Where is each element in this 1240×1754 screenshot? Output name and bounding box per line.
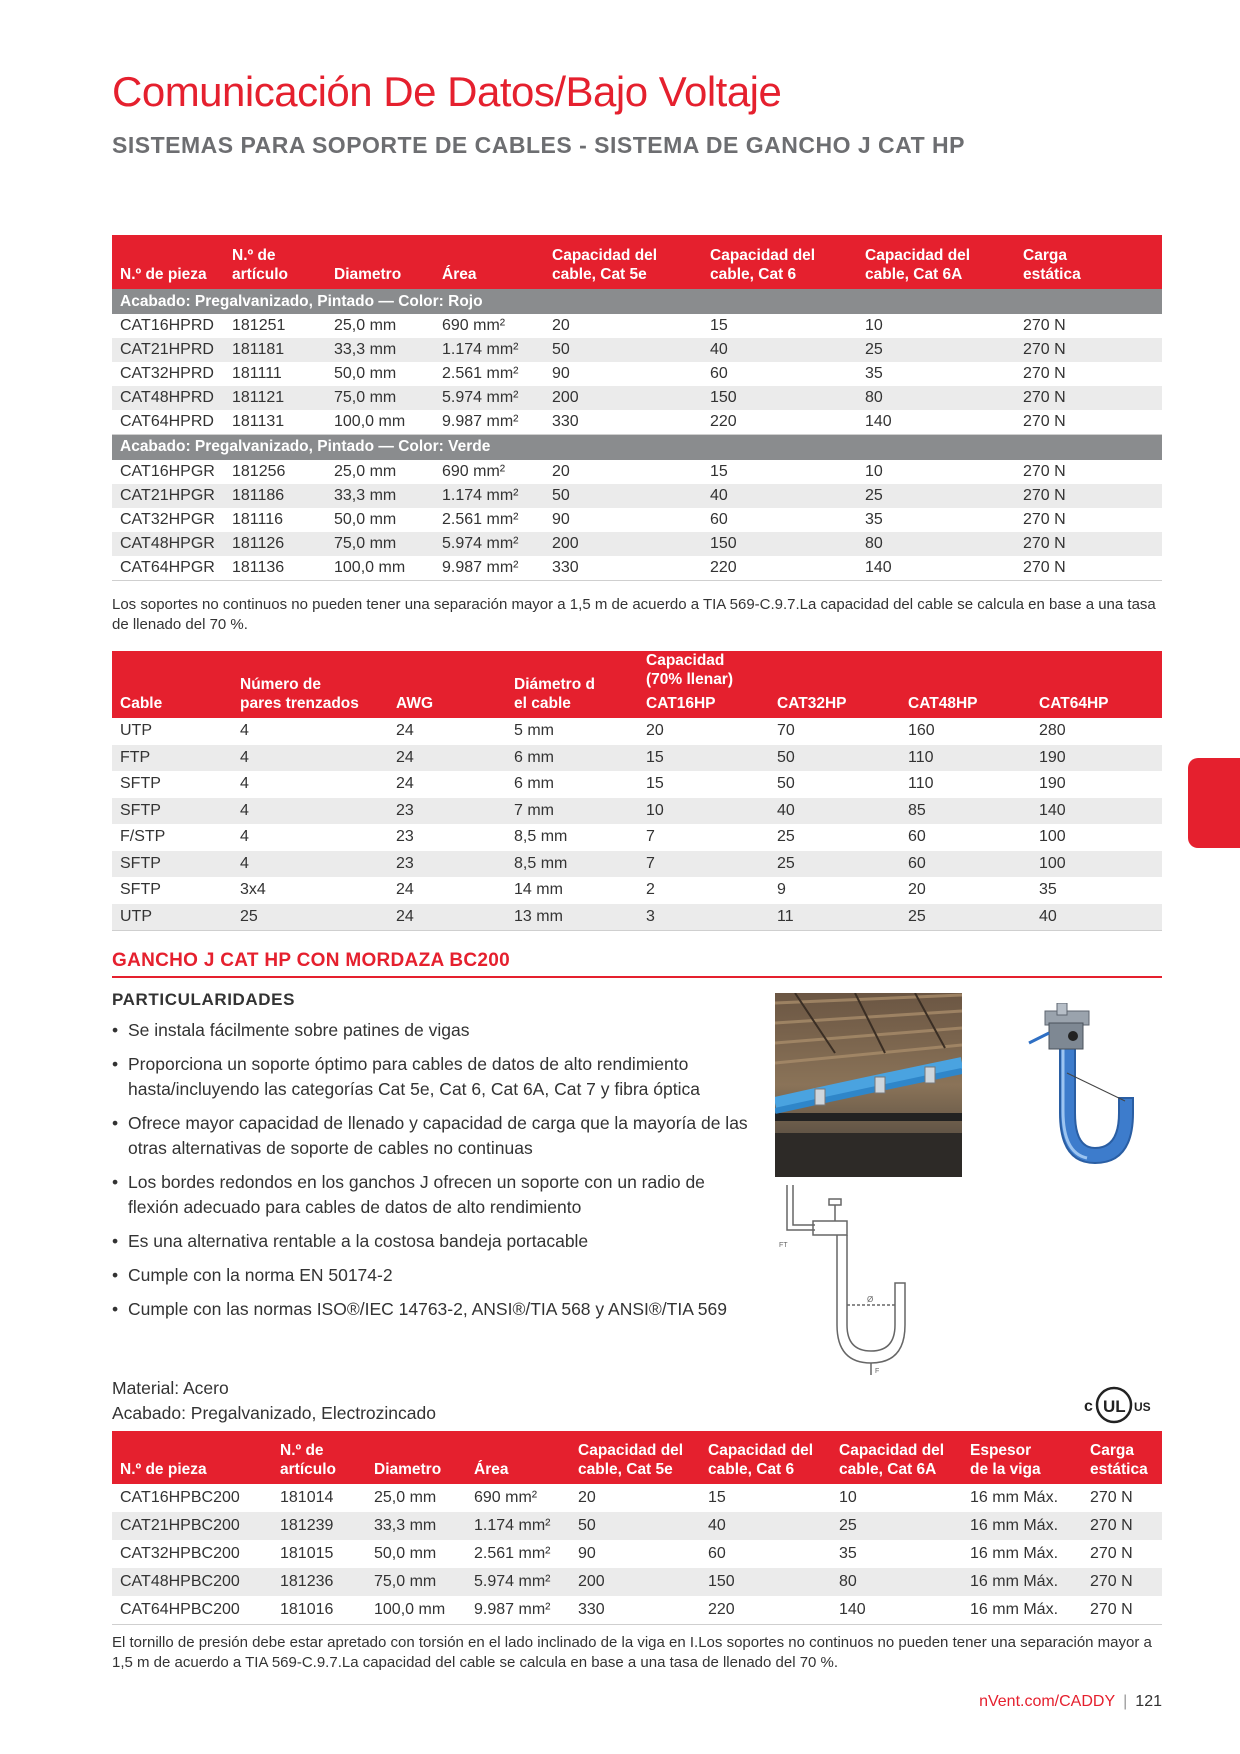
table-cell: UTP [112,904,232,931]
table-cell: 140 [857,410,1015,435]
table-cell: SFTP [112,851,232,878]
drawing-label-diameter: Ø [867,1295,874,1304]
svg-text:US: US [1134,1400,1151,1414]
table-row [112,877,1162,904]
cable-capacity-table [112,651,1162,931]
table-cell: FTP [112,745,232,772]
column-header: Diametro [366,1431,466,1484]
table-cell: CAT64HPGR [112,556,224,581]
product-table-painted [112,235,1162,581]
table-cell: 270 N [1082,1596,1162,1625]
table-cell: 60 [710,365,728,382]
table-cell: 80 [857,386,1015,410]
bullet-icon: • [112,1054,119,1074]
table-cell: 15 [708,1489,726,1506]
table-cell: 220 [702,556,857,581]
table-cell: 6 mm [506,745,638,772]
table-cell: 16 mm Máx. [970,1545,1059,1562]
table-cell: 50 [544,338,702,362]
table-cell: 20 [908,881,926,898]
table-cell: 200 [544,386,702,410]
column-header: Diámetro d el cable [506,651,638,718]
table-cell: CAT32HPRD [120,365,214,382]
table-row [112,460,1162,484]
feature-item: • Cumple con la norma EN 50174-2 [112,1263,752,1288]
page-number: 121 [1135,1693,1162,1710]
table-cell: 11 [769,904,900,931]
bullet-icon: • [112,1265,119,1285]
drawing-label-f: F [875,1368,880,1375]
table-cell: 24 [396,722,414,739]
table-cell: CAT48HPRD [112,386,224,410]
table-cell: 50 [544,484,702,508]
column-header: Capacidad del cable, Cat 6 [702,235,857,289]
table-row [112,718,1162,745]
table-row [112,1512,1162,1540]
table-cell: 15 [638,745,769,772]
table-cell: 181131 [224,410,326,435]
table-cell: 4 [232,851,388,878]
table-cell: 60 [710,510,728,528]
table-cell: 190 [1031,745,1162,772]
table-cell: 24 [396,775,414,792]
section-label: Acabado: Pregalvanizado, Pintado — Color: Verde [112,435,1162,460]
table-cell: 181126 [224,532,326,556]
table-cell: CAT64HPBC200 [112,1596,272,1625]
table-cell: 90 [552,510,570,528]
table-cell: 50 [570,1512,700,1540]
bullet-icon: • [112,1172,119,1192]
table-cell: 8,5 mm [506,851,638,878]
table-cell: 23 [396,828,414,845]
table-cell: 110 [908,775,934,792]
section-label: Acabado: Pregalvanizado, Pintado — Color: Rojo [112,289,1162,314]
table-cell: 100,0 mm [366,1596,466,1625]
table-cell: 330 [570,1596,700,1625]
table-row [112,314,1162,338]
table-cell: 85 [900,798,1031,825]
table-row [112,532,1162,556]
table-cell: 181136 [224,556,326,581]
table-cell: CAT16HPRD [120,317,214,334]
product-table-bc200 [112,1431,1162,1625]
table-cell: 270 N [1015,484,1162,508]
table-cell: 270 N [1015,556,1162,581]
table-cell: CAT21HPBC200 [112,1512,272,1540]
table-cell: 24 [388,745,506,772]
table-row [112,824,1162,851]
column-header: Carga estática [1082,1431,1162,1484]
table-cell: 4 [232,798,388,825]
table-cell: 190 [1039,775,1066,792]
table-cell: 35 [865,365,883,382]
table-row [112,484,1162,508]
table-cell: 25 [777,828,795,845]
table-cell: 5.974 mm² [466,1568,570,1596]
features-heading: PARTICULARIDADES [112,990,296,1009]
table-row [112,386,1162,410]
j-hook-product-image [1015,1003,1135,1173]
page-subtitle: SISTEMAS PARA SOPORTE DE CABLES - SISTEMA DE GANCHO J CAT HP [112,132,965,158]
installation-photo [775,993,962,1177]
table-cell: 4 [240,775,249,792]
table-note: Los soportes no continuos no pueden tener una separación mayor a 1,5 m de acuerdo a TIA 569-C.9.7.La capacidad del cable se calcula en base a una tasa de llenado del 70 %. [112,596,1156,633]
table-cell: 270 N [1023,317,1066,334]
table-cell: 75,0 mm [326,532,434,556]
column-header: Área [434,235,544,289]
table-cell: CAT21HPGR [112,484,224,508]
table-cell: 20 [578,1489,596,1506]
table-row [112,1596,1162,1625]
page-title: Comunicación De Datos/Bajo Voltaje [112,68,782,115]
table-cell: 270 N [1082,1512,1162,1540]
table-cell: 60 [900,851,1031,878]
table-cell: 23 [388,851,506,878]
table-cell: 100,0 mm [326,556,434,581]
table-cell: 270 N [1015,410,1162,435]
table-cell: 24 [388,904,506,931]
feature-item: • Se instala fácilmente sobre patines de vigas [112,1018,752,1043]
table-cell: 690 mm² [442,462,506,480]
table-cell: 35 [865,510,883,528]
table-cell: 25 [232,904,388,931]
table-cell: CAT48HPBC200 [112,1568,272,1596]
table-cell: 50,0 mm [334,510,397,528]
table-cell: 690 mm² [474,1489,538,1506]
table-cell: CAT48HPGR [112,532,224,556]
table-cell: 270 N [1023,510,1066,528]
table-cell: 15 [646,775,664,792]
section-row [112,289,1162,314]
material-info [112,1376,436,1426]
capacity-group-label: Capacidad (70% llenar) [646,652,734,688]
table-cell: 16 mm Máx. [962,1568,1082,1596]
table-cell: 181121 [224,386,326,410]
table-cell: 60 [908,828,926,845]
table-cell: 80 [857,532,1015,556]
table-cell: 181014 [280,1489,334,1506]
table-cell: 270 N [1023,462,1066,480]
bullet-icon: • [112,1020,119,1040]
table-cell: 7 mm [506,798,638,825]
table-cell: 140 [1031,798,1162,825]
column-header: Capacidad del cable, Cat 5e [570,1431,700,1484]
column-header: Diametro [326,235,434,289]
table-cell: 270 N [1023,365,1066,382]
table-cell: 9.987 mm² [466,1596,570,1625]
bullet-icon: • [112,1231,119,1251]
table-cell: UTP [120,722,152,739]
table-cell: 200 [570,1568,700,1596]
section-heading: GANCHO J CAT HP CON MORDAZA BC200 [112,950,1162,978]
table-cell: 200 [544,532,702,556]
table-cell: 2.561 mm² [442,365,519,382]
column-header: Capacidad del cable, Cat 6A [831,1431,962,1484]
table-cell: 150 [702,532,857,556]
table-cell: 80 [831,1568,962,1596]
table-cell: 25 [900,904,1031,931]
table-cell: 9 [777,881,786,898]
table-cell: 280 [1039,722,1066,739]
table-cell: 15 [710,462,728,480]
table-cell: 3 [638,904,769,931]
column-header: Área [466,1431,570,1484]
feature-item: • Cumple con las normas ISO®/IEC 14763-2, ANSI®/TIA 568 y ANSI®/TIA 569 [112,1297,752,1322]
table-cell: 270 N [1015,338,1162,362]
table-row [112,798,1162,825]
table-cell: F/STP [120,828,166,845]
table-cell: 181111 [232,365,282,382]
table-cell: 70 [777,722,795,739]
table-cell: 16 mm Máx. [962,1512,1082,1540]
table-cell: 20 [552,462,570,480]
table-cell: 75,0 mm [326,386,434,410]
table-cell: SFTP [120,775,161,792]
table-cell: 13 mm [506,904,638,931]
table-cell: 6 mm [514,775,554,792]
column-header: Capacidad del cable, Cat 5e [544,235,702,289]
finish-line: Acabado: Pregalvanizado, Electrozincado [112,1403,436,1423]
table-cell: 220 [700,1596,831,1625]
table-cell: 160 [908,722,935,739]
ul-listed-logo [1084,1379,1160,1427]
table-cell: 150 [702,386,857,410]
table-row [112,556,1162,581]
table-cell: 140 [857,556,1015,581]
drawing-label-ft: FT [779,1242,788,1249]
table-row [112,1568,1162,1596]
table-cell: 25 [857,338,1015,362]
table-row [112,771,1162,798]
table-cell: 4 [232,745,388,772]
features-list [112,1018,752,1331]
column-header: Cable [112,651,232,718]
table-cell: 33,3 mm [366,1512,466,1540]
table-cell: 7 [638,851,769,878]
section-side-tab [1188,758,1240,848]
table-row [112,338,1162,362]
table-cell: 270 N [1082,1568,1162,1596]
table-cell: 10 [638,798,769,825]
table-cell: 330 [544,410,702,435]
table-row [112,851,1162,878]
table-cell: 15 [710,317,728,334]
table-cell: 14 mm [514,881,563,898]
table-cell: CAT32HPGR [120,510,215,528]
table-row [112,1540,1162,1568]
material-line: Material: Acero [112,1378,229,1398]
table-cell: 16 mm Máx. [962,1596,1082,1625]
column-header: N.º de pieza [112,1431,272,1484]
table-cell: 25 [769,851,900,878]
table-cell: 4 [240,828,249,845]
column-header: CAT48HP [900,651,1031,718]
table-cell: 110 [900,745,1031,772]
table-cell: 90 [578,1545,596,1562]
table-cell: 100,0 mm [326,410,434,435]
table-cell: 10 [865,317,883,334]
footer-separator: | [1123,1693,1128,1710]
column-header: AWG [388,651,506,718]
table-cell: 9.987 mm² [434,410,544,435]
table-row [112,1484,1162,1512]
table-cell: CAT16HPGR [120,462,215,480]
column-header: CAT32HP [769,651,900,718]
column-header: N.º de artículo [272,1431,366,1484]
technical-drawing [775,1185,935,1375]
table-cell: 16 mm Máx. [970,1489,1059,1506]
table-cell: 3x4 [240,881,266,898]
column-header: N.º de artículo [224,235,326,289]
table-cell: 100 [1031,851,1162,878]
section-row [112,435,1162,460]
table-cell: 24 [396,881,414,898]
table-cell: 50,0 mm [374,1545,437,1562]
table-cell: 40 [700,1512,831,1540]
table-cell: 1.174 mm² [434,484,544,508]
table-cell: 50 [777,775,795,792]
table-cell: 1.174 mm² [466,1512,570,1540]
table-cell: 181239 [272,1512,366,1540]
feature-item: • Es una alternativa rentable a la costosa bandeja portacable [112,1229,752,1254]
footer-url[interactable]: nVent.com/CADDY [979,1693,1116,1710]
table-cell: 40 [702,338,857,362]
table-cell: 2.561 mm² [442,510,519,528]
table-cell: 33,3 mm [326,338,434,362]
table-cell: 270 N [1090,1545,1133,1562]
table-cell: 5.974 mm² [434,386,544,410]
table-cell: 100 [1039,828,1066,845]
table-cell: 40 [769,798,900,825]
svg-text:UL: UL [1103,1397,1126,1416]
table-cell: 181181 [224,338,326,362]
table-cell: 35 [1039,881,1057,898]
table-cell: CAT32HPBC200 [120,1545,240,1562]
table-cell: 25,0 mm [334,462,397,480]
column-header: CAT64HP [1031,651,1162,718]
table-cell: 220 [702,410,857,435]
table-cell: SFTP [112,798,232,825]
table-cell: 10 [865,462,883,480]
page-footer [979,1693,1162,1711]
table-cell: 181236 [272,1568,366,1596]
table-cell: 181256 [232,462,286,480]
column-header: Capacidad del cable, Cat 6A [857,235,1015,289]
table-row [112,362,1162,386]
table-cell: 330 [544,556,702,581]
table-cell: 40 [702,484,857,508]
table-row [112,904,1162,931]
table-cell: 270 N [1090,1489,1133,1506]
table-cell: SFTP [120,881,161,898]
table-cell: CAT64HPRD [112,410,224,435]
table-cell: 33,3 mm [326,484,434,508]
table-cell: 270 N [1015,386,1162,410]
table-cell: 60 [708,1545,726,1562]
table-cell: 50,0 mm [334,365,397,382]
table-row [112,508,1162,532]
bullet-icon: • [112,1113,119,1133]
table-cell: 2.561 mm² [474,1545,551,1562]
bullet-icon: • [112,1299,119,1319]
column-header: Capacidad del cable, Cat 6 [700,1431,831,1484]
table-cell: 25 [857,484,1015,508]
feature-item: • Proporciona un soporte óptimo para cables de datos de alto rendimiento hasta/incluyendo las categorías Cat 5e, Cat 6, Cat 6A, Cat 7 y fibra óptica [112,1054,700,1099]
table-cell: 23 [388,798,506,825]
table-cell: 270 N [1015,532,1162,556]
column-header: Número de pares trenzados [232,651,388,718]
table-cell: CAT16HPBC200 [120,1489,240,1506]
feature-item: • Los bordes redondos en los ganchos J ofrecen un soporte con un radio de flexión adecuado para cables de datos de alto rendimiento [112,1172,705,1217]
table-cell: 25,0 mm [334,317,397,334]
table-cell: 50 [769,745,900,772]
table-cell: 35 [839,1545,857,1562]
table-cell: 20 [646,722,664,739]
table-row [112,410,1162,435]
table-cell: 181016 [272,1596,366,1625]
table-row [112,745,1162,772]
column-header: Espesor de la viga [962,1431,1082,1484]
table-cell: 181116 [232,510,284,528]
table-cell: 75,0 mm [366,1568,466,1596]
table-cell: 1.174 mm² [434,338,544,362]
table-cell: 90 [552,365,570,382]
column-header: Carga estática [1015,235,1162,289]
table-cell: 25 [831,1512,962,1540]
table-cell: CAT21HPRD [112,338,224,362]
table-cell: 690 mm² [442,317,506,334]
table-cell: 7 [646,828,655,845]
table-cell: 25,0 mm [374,1489,437,1506]
table-cell: 5 mm [514,722,554,739]
table-cell: 2 [646,881,655,898]
table-cell: 181015 [280,1545,334,1562]
table-cell: 9.987 mm² [434,556,544,581]
table-cell: 150 [700,1568,831,1596]
table-cell: 181186 [224,484,326,508]
column-header: Capacidad (70% llenar) CAT16HP [638,651,769,718]
table-note-bc200: El tornillo de presión debe estar apretado con torsión en el lado inclinado de la viga en I.Los soportes no continuos no pueden tener una separación mayor a 1,5 m de acuerdo a TIA 569-C.9.7.La capacidad del cable se calcula en base a una tasa de llenado del 70 %. [112,1634,1152,1671]
svg-text:c: c [1084,1398,1093,1415]
table-cell: 181251 [232,317,286,334]
table-cell: 5.974 mm² [434,532,544,556]
feature-item: • Ofrece mayor capacidad de llenado y capacidad de carga que la mayoría de las otras alternativas de soporte de cables no continuas [112,1113,748,1158]
column-header: N.º de pieza [112,235,224,289]
table-cell: 10 [839,1489,857,1506]
table-cell: 40 [1031,904,1162,931]
table-cell: 8,5 mm [514,828,568,845]
table-cell: 20 [552,317,570,334]
table-cell: 140 [831,1596,962,1625]
table-cell: 4 [240,722,249,739]
